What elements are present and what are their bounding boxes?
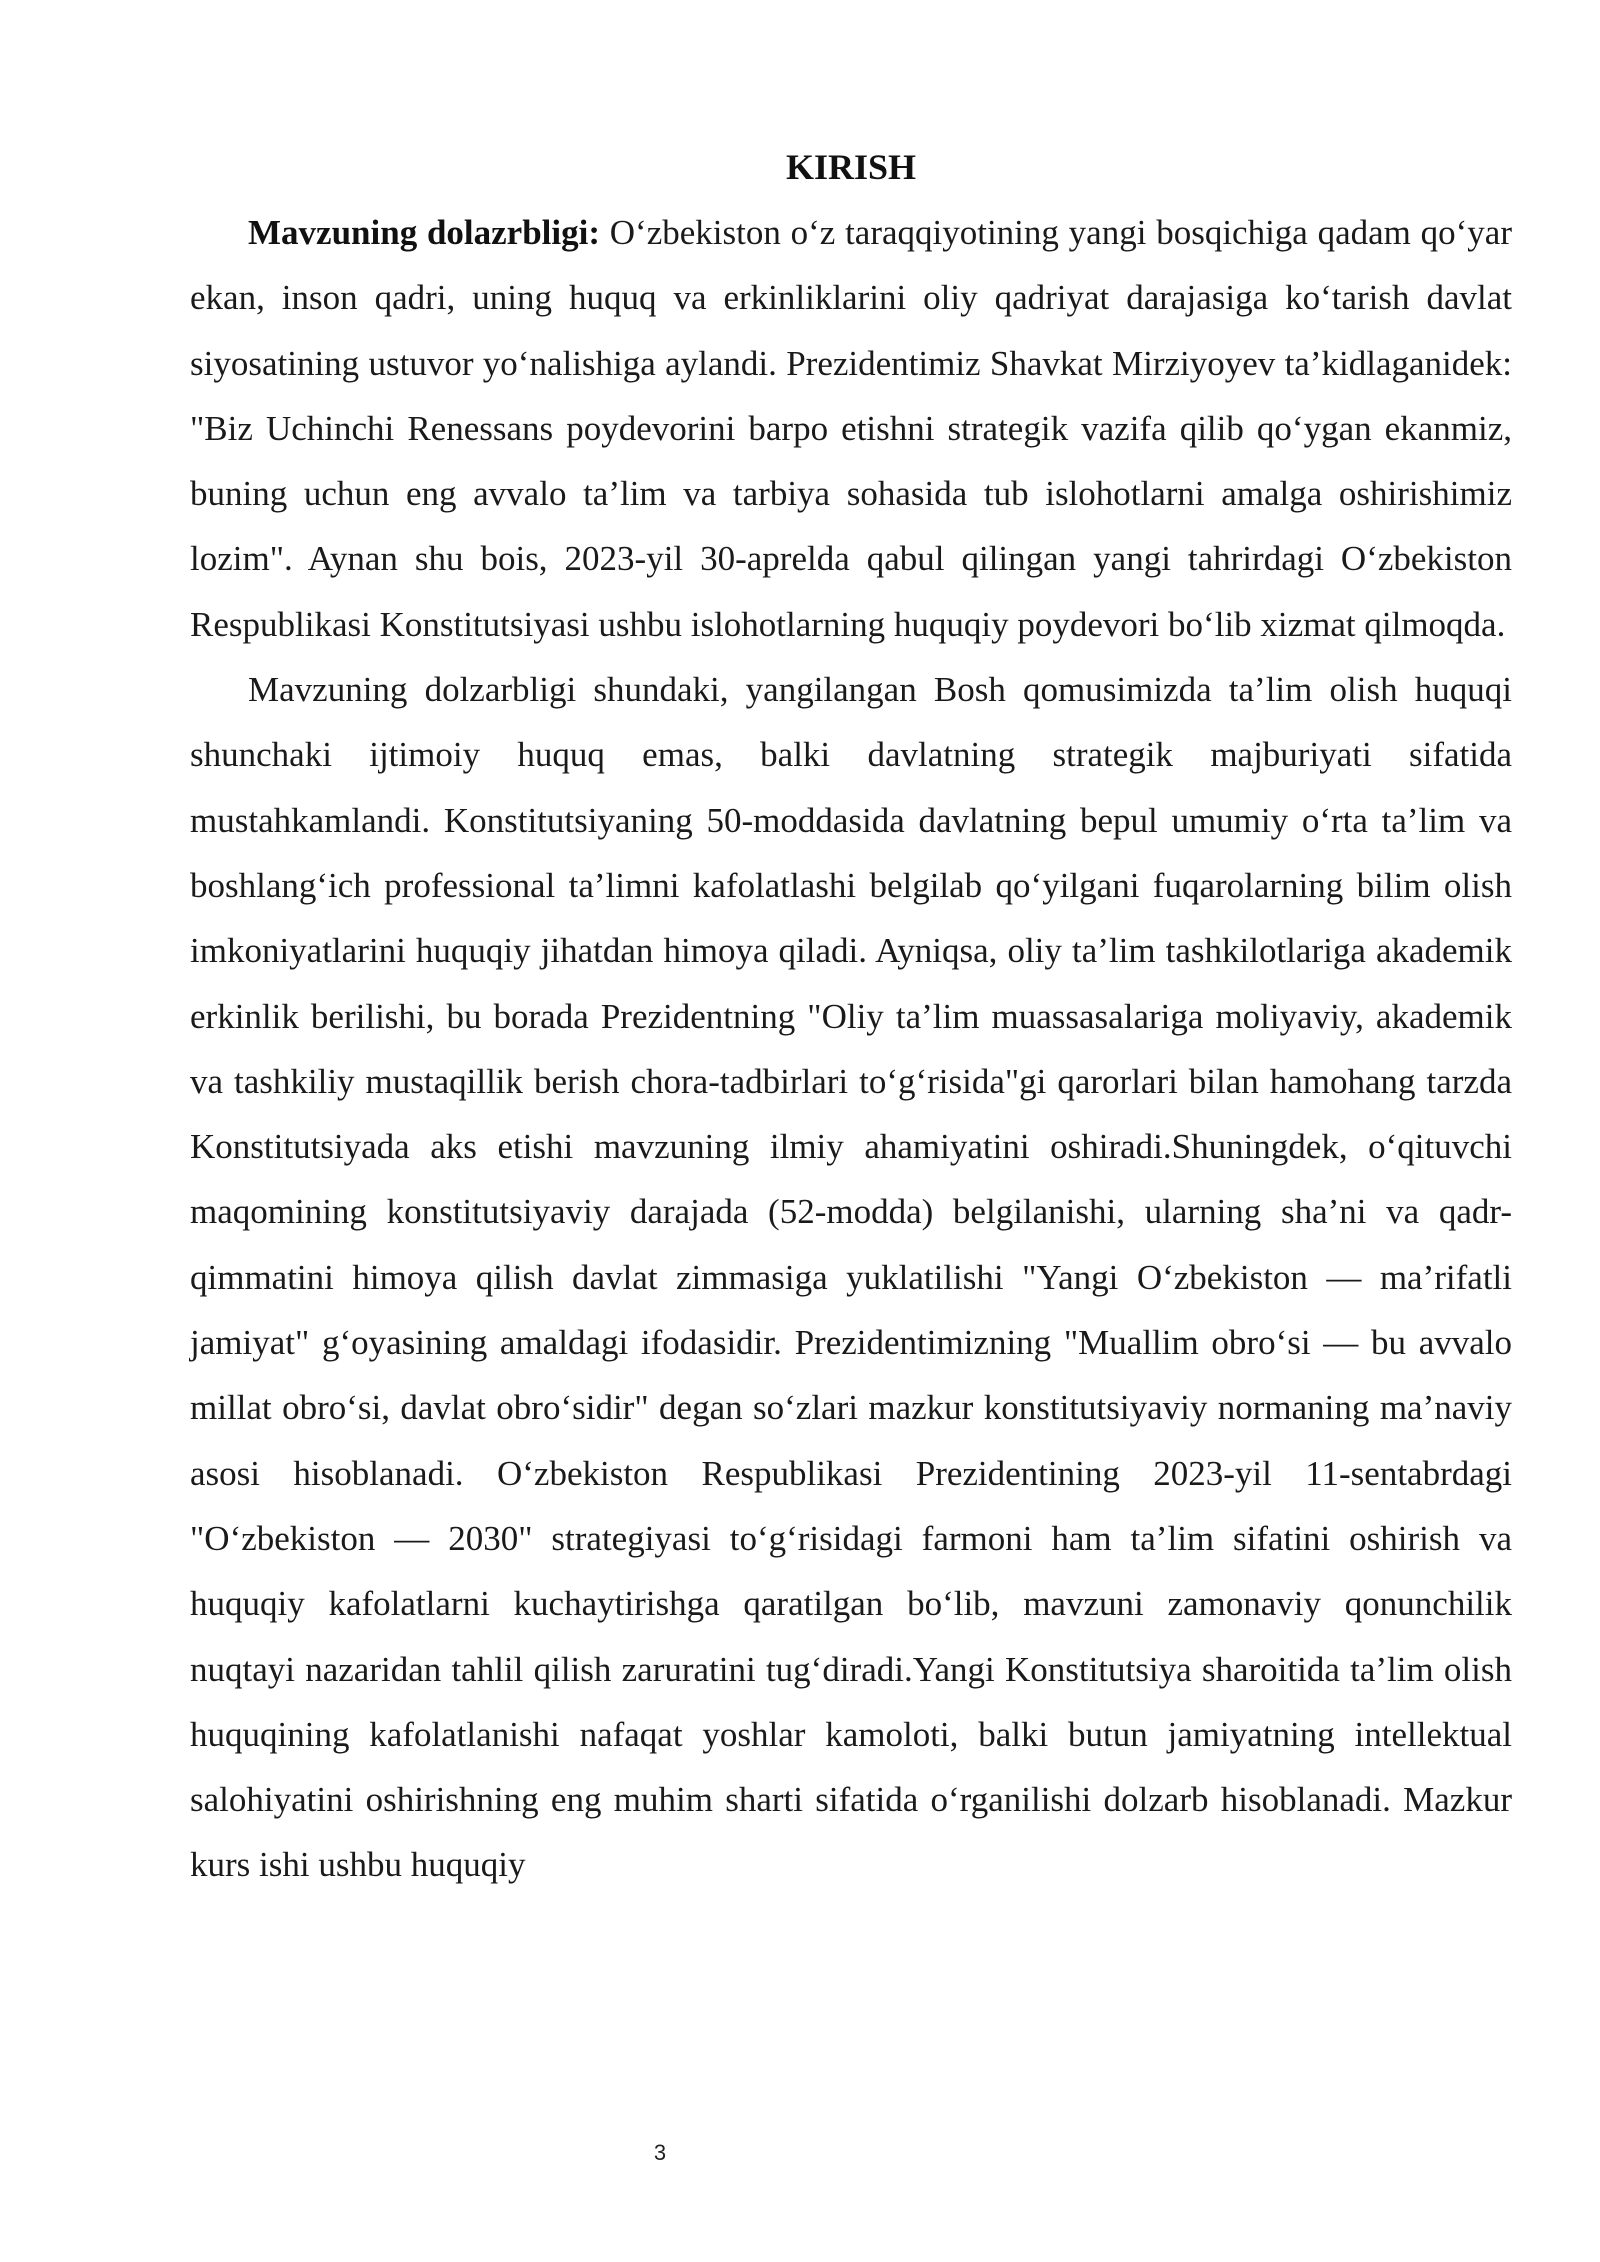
- paragraph-relevance-details: Mavzuning dolzarbligi shundaki, yangilangan Bosh qomusimizda ta’lim olish huquqi shunchaki ijtimoiy huquq emas, balki davlatning strategik majburiyati sifatida mustahkamlandi. Konstitutsiyaning 50-moddasida davlatning bepul umumiy o‘rta ta’lim va boshlang‘ich professional ta’limni kafolatlashi belgilab qo‘yilgani fuqarolarning bilim olish imkoniyatlarini huquqiy jihatdan himoya qiladi. Ayniqsa, oliy ta’lim tashkilotlariga akademik erkinlik berilishi, bu borada Prezidentning "Oliy ta’lim muassasalariga moliyaviy, akademik va tashkiliy mustaqillik berish chora-tadbirlari to‘g‘risida"gi qarorlari bilan hamohang tarzda Konstitutsiyada aks etishi mavzuning ilmiy ahamiyatini oshiradi.Shuningdek, o‘qituvchi maqomining konstitutsiyaviy darajada (52-modda) belgilanishi, ularning sha’ni va qadr-qimmatini himoya qilish davlat zimmasiga yuklatilishi "Yangi O‘zbekiston — ma’rifatli jamiyat" g‘oyasining amaldagi ifodasidir. Prezidentimizning "Muallim obro‘si — bu avvalo millat obro‘si, davlat obro‘sidir" degan so‘zlari mazkur konstitutsiyaviy normaning ma’naviy asosi hisoblanadi. O‘zbekiston Respublikasi Prezidentining 2023-yil 11-sentabrdagi "O‘zbekiston — 2030" strategiyasi to‘g‘risidagi farmoni ham ta’lim sifatini oshirish va huquqiy kafolatlarni kuchaytirishga qaratilgan bo‘lib, mavzuni zamonaviy qonunchilik nuqtayi nazaridan tahlil qilish zaruratini tug‘diradi.Yangi Konstitutsiya sharoitida ta’lim olish huquqining kafolatlanishi nafaqat yoshlar kamoloti, balki butun jamiyatning intellektual salohiyatini oshirishning eng muhim sharti sifatida o‘rganilishi dolzarb hisoblanadi. Mazkur kurs ishi ushbu huquqiy: [190, 670, 1512, 1885]
- page-number: 3: [653, 2140, 667, 2165]
- paragraph-lead-label: Mavzuning dolazrbligi:: [248, 213, 601, 252]
- paragraph-text: O‘zbekiston o‘z taraqqiyotining yangi bosqichiga qadam qo‘yar ekan, inson qadri, uning huquq va erkinliklarini oliy qadriyat darajasiga ko‘tarish davlat siyosatining ustuvor yo‘nalishiga aylandi. Prezidentimiz Shavkat Mirziyoyev ta’kidlaganidek: "Biz Uchinchi Renessans poydevorini barpo etishni strategik vazifa qilib qo‘ygan ekanmiz, buning uchun eng avvalo ta’lim va tarbiya sohasida tub islohotlarni amalga oshirishimiz lozim". Aynan shu bois, 2023-yil 30-aprelda qabul qilingan yangi tahrirdagi O‘zbekiston Respublikasi Konstitutsiyasi ushbu islohotlarning huquqiy poydevori bo‘lib xizmat qilmoqda.: [190, 213, 1513, 644]
- paragraph-relevance-intro: [190, 200, 1512, 657]
- document-body: [190, 135, 1512, 1898]
- section-title: KIRISH: [785, 147, 917, 187]
